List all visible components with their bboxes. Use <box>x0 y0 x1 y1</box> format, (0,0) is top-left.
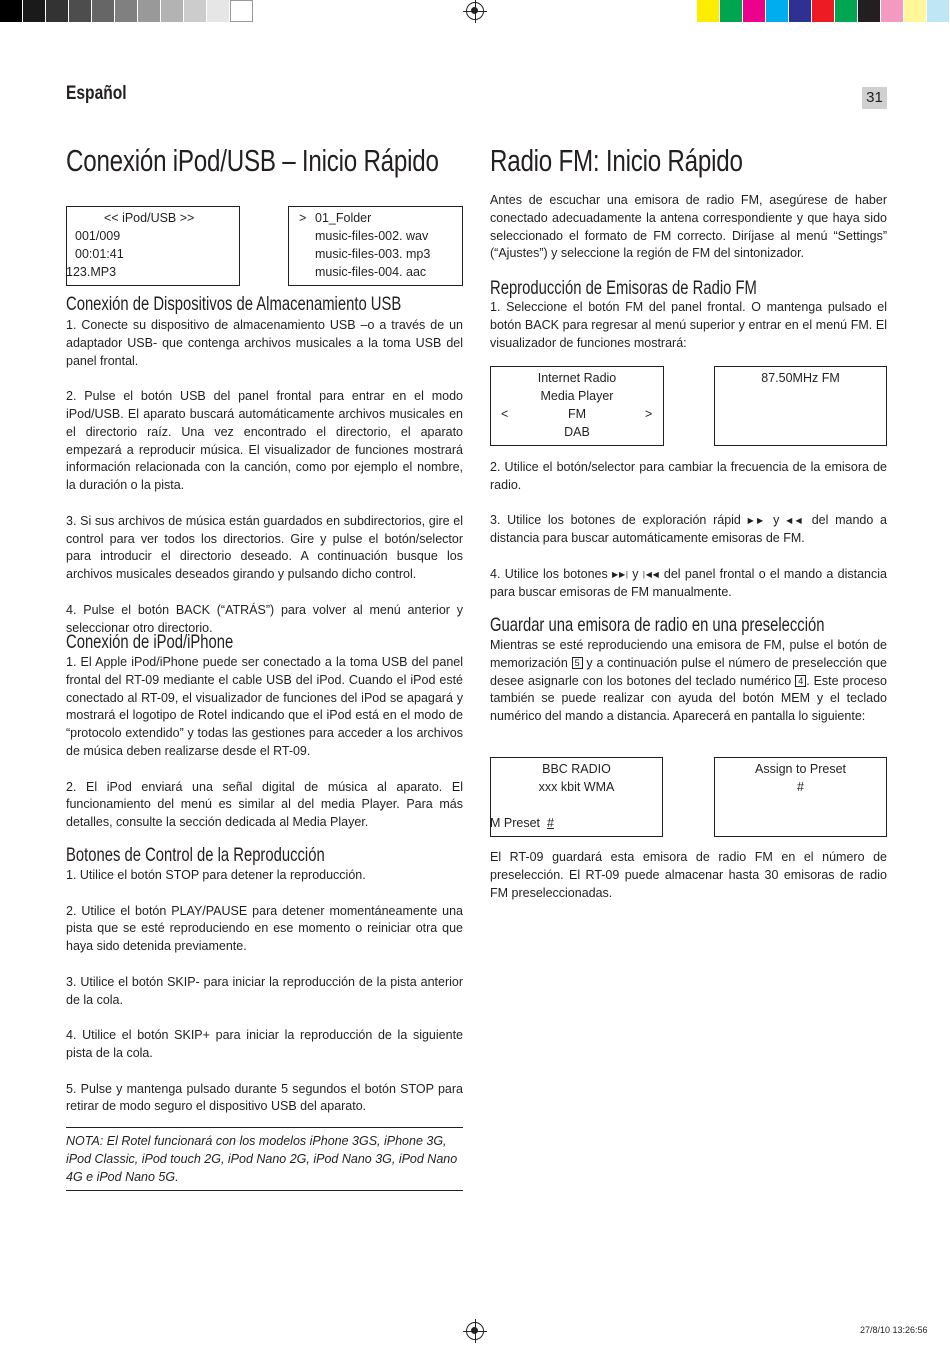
fm-frequency-display <box>714 366 887 446</box>
paragraph: 1. Conecte su dispositivo de almacenamiento USB –o a través de un adaptador USB- que contenga archivos musicales a la toma USB del panel frontal. <box>66 318 463 368</box>
gray-registration-bar <box>0 0 253 22</box>
paragraph: 5. Pulse y mantenga pulsado durante 5 segundos el botón STOP para retirar de modo seguro el dispositivo USB del aparato. <box>66 1081 463 1114</box>
divider <box>66 1127 463 1128</box>
lcd-line: 01_Folder <box>315 211 372 225</box>
paragraph: 2. El iPod enviará una señal digital de música al aparato. El funcionamiento del menú es similar al del media Player. Para más detalles, consulte la sección dedicada al Media Player. <box>66 779 463 830</box>
lcd-line: Assign to Preset <box>754 762 846 776</box>
key-4-icon: 4 <box>795 675 806 687</box>
lcd-line: 123.MP3 <box>66 265 117 279</box>
lcd-line: DAB <box>564 425 590 439</box>
color-registration-bar <box>697 0 950 22</box>
registration-mark-icon <box>466 2 484 20</box>
paragraph: 1. Utilice el botón STOP para detener la reproducción. <box>66 868 366 882</box>
section-heading: Botones de Control de la Reproducción <box>66 844 325 866</box>
assign-preset-display <box>714 757 887 837</box>
fm-steps <box>490 459 887 601</box>
lcd-line: 87.50MHz FM <box>761 371 840 385</box>
paragraph: El RT-09 guardará esta emisora de radio FM en el número de preselección. El RT-09 puede almacenar hasta 30 emisoras de radio FM preseleccionadas. <box>490 850 887 900</box>
lcd-line: << iPod/USB >> <box>104 211 195 225</box>
print-timestamp: 27/8/10 13:26:56 <box>860 1325 928 1335</box>
color-swatch <box>743 0 766 22</box>
lcd-line: BBC RADIO <box>542 762 611 776</box>
ipod-iphone-section <box>66 654 463 832</box>
paragraph: Mientras se esté reproduciendo una emisora de FM, pulse el botón de memorización 5 y a continuación pulse el número de preselección que desee asignarle con los botones del teclado numérico 4 . Este proceso también se puede realizar con ayuda del botón MEM y el teclado numérico del mando a distancia. Aparecerá en pantalla lo siguiente: <box>490 638 888 724</box>
gray-swatch <box>138 0 161 22</box>
lcd-line: M Preset # <box>490 816 554 830</box>
section-heading: Conexión de iPod/iPhone <box>66 631 234 653</box>
paragraph: 4. Pulse el botón BACK (“ATRÁS”) para volver al menú anterior y seleccionar otro directorio. <box>66 602 463 635</box>
arrow-left-icon: < <box>501 407 509 421</box>
gray-swatch <box>230 0 253 22</box>
paragraph: 3. Utilice los botones de exploración rápid ▶▶ y ◀◀ del mando a distancia para buscar automáticamente emisoras de FM. <box>490 513 887 546</box>
divider <box>66 1190 463 1191</box>
paragraph: 3. Utilice el botón SKIP- para iniciar la reproducción de la pista anterior de la cola. <box>66 974 463 1007</box>
color-swatch <box>835 0 858 22</box>
page-number: 31 <box>862 87 887 109</box>
color-swatch <box>904 0 927 22</box>
lcd-line: music-files-003. mp3 <box>315 247 431 261</box>
left-title: Conexión iPod/USB – Inicio Rápido <box>66 143 439 178</box>
gray-swatch <box>69 0 92 22</box>
gray-swatch <box>92 0 115 22</box>
paragraph: 3. Si sus archivos de música están guardados en subdirectorios, gire el control para ver todos los directorios. Gire y pulse el botón/selector para introducir el directorio deseado. A continuación busque los archivos musicales deseados girando y pulsando dicho control. <box>66 513 463 582</box>
color-swatch <box>858 0 881 22</box>
registration-mark-icon <box>466 1322 484 1340</box>
color-swatch <box>812 0 835 22</box>
section-heading: Conexión de Dispositivos de Almacenamiento USB <box>66 293 402 315</box>
arrow-right-icon: > <box>645 407 653 421</box>
paragraph: 2. Utilice el botón/selector para cambiar la frecuencia de la emisora de radio. <box>490 460 887 492</box>
skip-next-icon: ▶▶| <box>612 569 628 579</box>
paragraph: 2. Utilice el botón PLAY/PAUSE para detener momentáneamente una pista que se esté reproduciendo en ese momento o reiniciar otra que haya sido detenida previamente. <box>66 903 463 954</box>
fast-forward-icon: ▶▶ <box>747 516 767 526</box>
color-swatch <box>720 0 743 22</box>
color-swatch <box>789 0 812 22</box>
paragraph: 4. Utilice los botones ▶▶| y |◀◀ del panel frontal o el mando a distancia para buscar emisoras de FM manualmente. <box>490 566 887 599</box>
compatibility-note: NOTA: El Rotel funcionará con los modelos iPhone 3GS, iPhone 3G, iPod Classic, iPod touch 2G, iPod Nano 2G, iPod Nano 3G, iPod Nano 4G e iPod Nano 5G. <box>66 1134 458 1184</box>
skip-previous-icon: |◀◀ <box>642 569 660 579</box>
section-heading: Guardar una emisora de radio en una preselección <box>490 614 825 636</box>
lcd-line: music-files-002. wav <box>315 229 429 243</box>
gray-swatch <box>0 0 23 22</box>
ipod-display-left <box>66 206 240 286</box>
paragraph: 4. Utilice el botón SKIP+ para iniciar la reproducción de la siguiente pista de la cola. <box>66 1028 463 1060</box>
color-swatch <box>927 0 950 22</box>
ipod-display-right <box>288 206 463 286</box>
paragraph: 1. Seleccione el botón FM del panel frontal. O mantenga pulsado el botón BACK para regresar al menú superior y entrar en el menú FM. El visualizador de funciones mostrará: <box>490 300 887 350</box>
color-swatch <box>697 0 720 22</box>
usb-storage-section <box>66 317 463 637</box>
fm-intro: Antes de escuchar una emisora de radio FM, asegúrese de haber conectado adecuadamente la antena correspondiente y que haya sido seleccionado el formato de FM correcto. Diríjase al menú “Settings” (“Ajustes”) y seleccione la región de FM del sintonizador. <box>490 193 887 261</box>
paragraph: 2. Pulse el botón USB del panel frontal para entrar en el modo iPod/USB. El aparato buscará automáticamente archivos musicales en el directorio raíz. Una vez encontrado el directorio, el aparato empezará a reproducir música. El visualizador de funciones mostrará información relacionada con la canción, como por ejemplo el nombre, la duración o la pista. <box>66 389 463 493</box>
playback-controls-section <box>66 867 463 1116</box>
fm-menu-display <box>490 366 664 446</box>
gray-swatch <box>207 0 230 22</box>
lcd-line: Internet Radio <box>537 371 617 385</box>
lcd-line: 001/009 <box>75 229 121 243</box>
paragraph: 1. El Apple iPod/iPhone puede ser conectado a la toma USB del panel frontal del RT-09 mediante el cable USB del iPod. Cuando el iPod esté conectado al RT-09, el visualizador de funciones del iPod se apagará y mostrará el logotipo de Rotel indicando que el iPod está en el modo de “protocolo extendido” y todas las gestiones para acceder a los archivos de música deben realizarse desde el RT-09. <box>66 655 463 758</box>
lcd-line: FM <box>567 407 587 421</box>
gray-swatch <box>184 0 207 22</box>
gray-swatch <box>161 0 184 22</box>
color-swatch <box>881 0 904 22</box>
gray-swatch <box>115 0 138 22</box>
rewind-icon: ◀◀ <box>786 516 805 526</box>
station-display <box>490 757 663 837</box>
lcd-line: xxx kbit WMA <box>538 780 615 794</box>
lcd-line: music-files-004. aac <box>315 265 427 279</box>
key-5-icon: 5 <box>572 657 583 669</box>
language-label: Español <box>66 83 127 104</box>
gray-swatch <box>46 0 69 22</box>
color-swatch <box>766 0 789 22</box>
section-heading: Reproducción de Emisoras de Radio FM <box>490 277 757 299</box>
right-title: Radio FM: Inicio Rápido <box>490 143 743 178</box>
lcd-line: 00:01:41 <box>75 247 124 261</box>
lcd-cursor: > <box>299 211 307 225</box>
lcd-line: # <box>797 780 804 794</box>
gray-swatch <box>23 0 46 22</box>
lcd-line: Media Player <box>540 389 614 403</box>
